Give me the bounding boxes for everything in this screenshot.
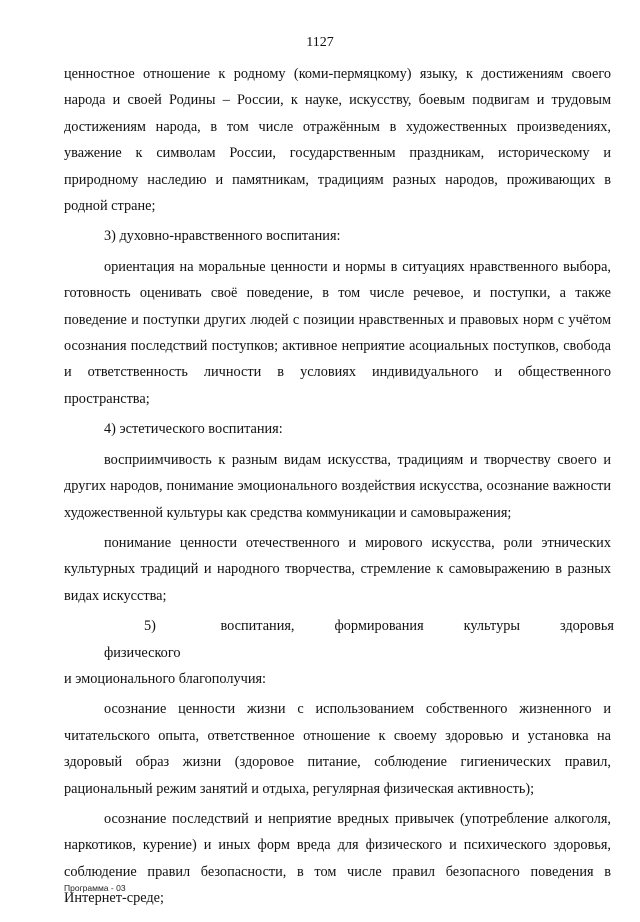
heading-word: 5) физического xyxy=(104,618,181,661)
heading-physical-education-continuation: и эмоционального благополучия: xyxy=(64,670,267,687)
heading-spiritual-moral-education: 3) духовно-нравственного воспитания: xyxy=(104,228,341,245)
paragraph-art-receptivity: восприимчивость к разным видам искусства, традициям и творчеству своего и других народов, понимание эмоционального воздействия искусства, осознание важности художественной культуры как средства коммуникации и самовыражения; xyxy=(64,451,611,521)
paragraph-patriotic-continuation: ценностное отношение к родному (коми-пермяцкому) языку, к достижениям своего народа и своей Родины – России, к науке, искусству, боевым подвигам и трудовым достижениям народа, в том числе отражённым в художественных произведениях, уважение к символам России, государственным праздникам, историческому и природному наследию и памятникам, традициям разных народов, проживающих в родной стране; xyxy=(64,66,611,215)
document-body xyxy=(64,61,614,912)
heading-aesthetic-education: 4) эстетического воспитания: xyxy=(104,421,283,438)
page-number: 1127 xyxy=(306,35,334,50)
paragraph-moral-values: ориентация на моральные ценности и нормы в ситуациях нравственного выбора, готовность оценивать своё поведение, в том числе речевое, и поступки, а также поведение и поступки других людей с позиции нравственных и правовых норм с учётом осознания последствий поступков; активное неприятие асоциальных поступков, свобода и ответственность личности в условиях индивидуального и общественного пространства; xyxy=(64,258,611,407)
paragraph-art-understanding: понимание ценности отечественного и мирового искусства, роли этнических культурных традиций и народного творчества, стремление к самовыражению в разных видах искусства; xyxy=(64,534,611,604)
paragraph-value-of-life: осознание ценности жизни с использованием собственного жизненного и читательского опыта, ответственное отношение к своему здоровью и установка на здоровый образ жизни (здоровое питание, соблюдение гигиенических правил, рациональный режим занятий и отдыха, регулярная физическая активность); xyxy=(64,701,611,797)
heading-word: воспитания, xyxy=(220,618,295,635)
heading-word: культуры xyxy=(463,618,520,635)
footer-program-label: Программа - 03 xyxy=(64,883,126,893)
paragraph-harmful-habits: осознание последствий и неприятие вредных привычек (употребление алкоголя, наркотиков, курение) и иных форм вреда для физического и психического здоровья, соблюдение правил безопасности, в том числе правил безопасного поведения в Интернет-среде; xyxy=(64,810,611,907)
heading-physical-education xyxy=(64,613,614,666)
heading-word: формирования xyxy=(334,618,424,635)
heading-word: здоровья xyxy=(560,618,614,635)
